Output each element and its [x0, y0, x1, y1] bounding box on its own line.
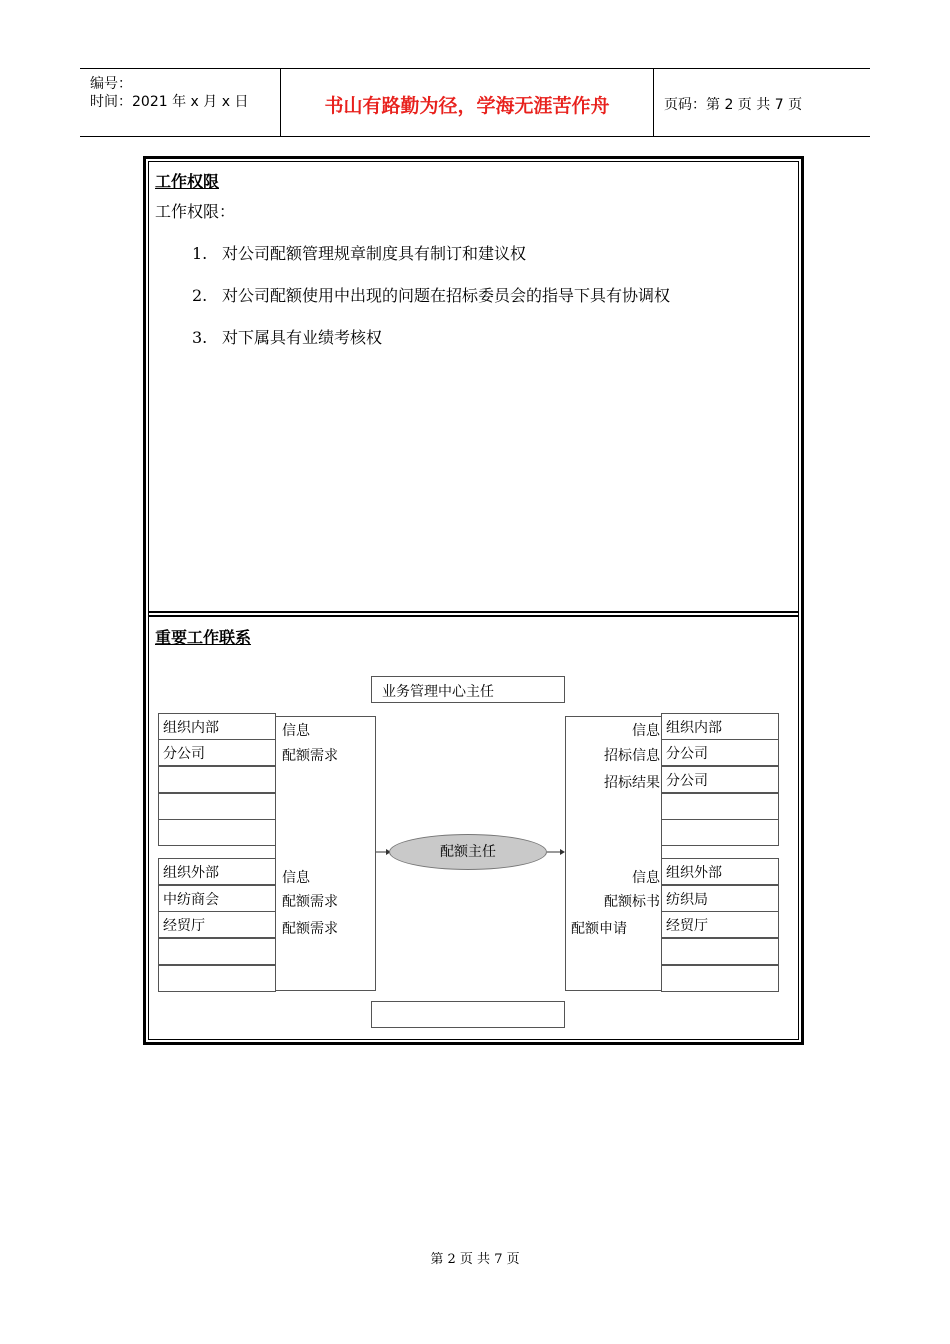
row-label: 组织外部 — [163, 865, 219, 881]
header-page-number: 页码：第 2 页 共 7 页 — [664, 97, 803, 113]
row-label: 分公司 — [163, 746, 205, 762]
arrow-out-head-icon — [560, 849, 565, 855]
row-label: 经贸厅 — [666, 918, 708, 934]
row-label: 组织内部 — [666, 720, 722, 736]
right-internal-flow-label: 招标信息 — [604, 748, 660, 764]
authority-item-number: 2. — [192, 286, 208, 305]
right-external-flow-label: 信息 — [632, 870, 660, 886]
row-label: 组织内部 — [163, 720, 219, 736]
authority-item-text: 对公司配额使用中出现的问题在招标委员会的指导下具有协调权 — [222, 286, 671, 305]
header-motto: 书山有路勤为径，学海无涯苦作舟 — [324, 95, 610, 117]
row-label: 经贸厅 — [163, 918, 205, 934]
center-role-label: 配额主任 — [440, 844, 496, 860]
left-internal-flow-label: 信息 — [282, 723, 310, 739]
relations-title: 重要工作联系 — [155, 628, 252, 647]
row-label: 分公司 — [666, 746, 708, 762]
left-external-flow-label: 配额需求 — [282, 894, 338, 910]
page-footer: 第 2 页 共 7 页 — [430, 1252, 520, 1267]
center-role-node — [389, 834, 547, 870]
row-label: 中纺商会 — [163, 892, 219, 908]
row-label: 分公司 — [666, 773, 708, 789]
authority-item-number: 1. — [192, 244, 208, 263]
authority-intro: 工作权限： — [155, 202, 236, 221]
right-internal-flow-label: 招标结果 — [604, 775, 660, 791]
row-label: 纺织局 — [666, 892, 708, 908]
header-number: 编号： — [90, 76, 132, 92]
left-external-flow-label: 配额需求 — [282, 921, 338, 937]
right-external-flow-label: 配额申请 — [571, 921, 627, 937]
supervisor-label: 业务管理中心主任 — [382, 684, 494, 700]
row-label: 组织外部 — [666, 865, 722, 881]
right-external-flow-label: 配额标书 — [604, 894, 660, 910]
authority-item-number: 3. — [192, 328, 208, 347]
header-time: 时间：2021 年 x 月 x 日 — [90, 94, 249, 110]
left-internal-flow-label: 配额需求 — [282, 748, 338, 764]
authority-title: 工作权限 — [155, 172, 220, 191]
left-external-flow-label: 信息 — [282, 870, 310, 886]
right-internal-flow-label: 信息 — [632, 723, 660, 739]
authority-item-text: 对下属具有业绩考核权 — [222, 328, 383, 347]
authority-item-text: 对公司配额管理规章制度具有制订和建议权 — [222, 244, 527, 263]
